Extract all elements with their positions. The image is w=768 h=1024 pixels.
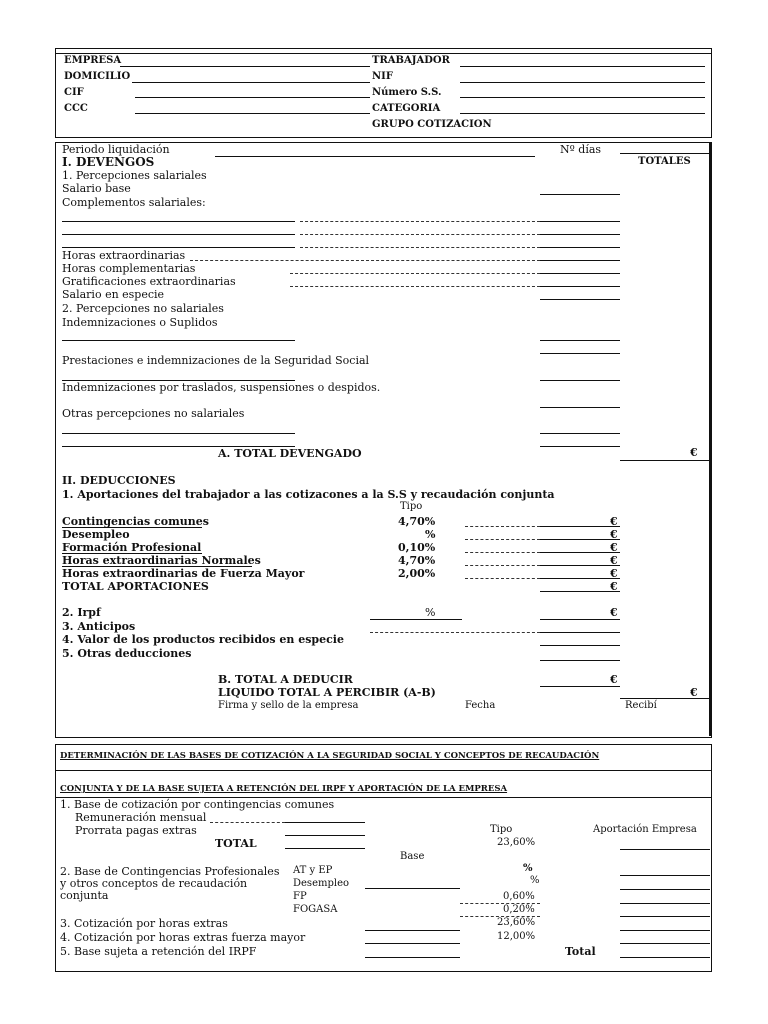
otras-percepciones: Otras percepciones no salariales [62, 407, 245, 420]
concepto-label: FOGASA [293, 904, 338, 915]
horas-fuerza-label: 4. Cotización por horas extras fuerza mayor [60, 931, 306, 944]
indemnizaciones-traslados: Indemnizaciones por traslados, suspensiones o despidos. [62, 381, 381, 394]
total-deducir-euro: € [610, 673, 618, 686]
irpf-label: 2. Irpf [62, 606, 101, 619]
aportacion-label: Horas extraordinarias de Fuerza Mayor [62, 567, 305, 580]
concepto-rate: % [523, 863, 533, 874]
aportacion-rate: 2,00% [398, 567, 436, 580]
total-devengado-euro: € [690, 446, 698, 459]
concepto-label: Desempleo [293, 878, 350, 889]
periodo-label: Periodo liquidación [62, 143, 170, 156]
bases-title-1: DETERMINACIÓN DE LAS BASES DE COTIZACIÓN A LA SEGURIDAD SOCIAL Y CONCEPTOS DE RECAUDACIÓN [60, 751, 600, 761]
aportacion-empresa-label: Aportación Empresa [593, 824, 697, 835]
anticipos-label: 3. Anticipos [62, 620, 136, 633]
bases-title-2: CONJUNTA Y DE LA BASE SUJETA A RETENCIÓN DEL IRPF Y APORTACIÓN DE LA EMPRESA [60, 784, 508, 794]
concepto-rate: 0,20% [503, 904, 535, 915]
total-aportaciones-euro: € [610, 580, 618, 593]
aportacion-label: Desempleo [62, 528, 130, 541]
horas-complementarias: Horas complementarias [62, 262, 196, 275]
trabajador-label: TRABAJADOR [372, 55, 450, 66]
deducciones-title: II. DEDUCCIONES [62, 474, 176, 487]
devengos-title: I. DEVENGOS [62, 155, 155, 169]
aportaciones-title: 1. Aportaciones del trabajador a las cotizacones a la S.S y recaudación conjunta [62, 488, 555, 501]
recibi-label: Recibí [625, 700, 657, 711]
irpf-euro: € [610, 606, 618, 619]
cif-label: CIF [64, 87, 84, 98]
firma-label: Firma y sello de la empresa [218, 700, 359, 711]
indemnizaciones-suplidos: Indemnizaciones o Suplidos [62, 316, 218, 329]
total-bases-label: TOTAL [215, 837, 257, 850]
irpf-rate: % [425, 606, 436, 619]
categoria-label: CATEGORIA [372, 103, 441, 114]
aportacion-euro: € [610, 554, 618, 567]
aportacion-euro: € [610, 541, 618, 554]
tipo-label: Tipo [400, 501, 423, 512]
prorrata-label: Prorrata pagas extras [75, 824, 197, 837]
aportacion-rate: % [425, 528, 436, 541]
grupo-cotizacion-label: GRUPO COTIZACION [372, 119, 492, 130]
horas-extras-rate: 23,60% [497, 917, 536, 928]
base-cp-label-2: y otros conceptos de recaudación [60, 877, 248, 890]
base-cc-label: 1. Base de cotización por contingencias comunes [60, 798, 335, 811]
ccc-label: CCC [64, 103, 88, 114]
total-final-label: Total [565, 945, 596, 958]
gratificaciones: Gratificaciones extraordinarias [62, 275, 236, 288]
domicilio-label: DOMICILIO [64, 71, 131, 82]
aportacion-rate: 4,70% [398, 515, 436, 528]
empresa-label: EMPRESA [64, 55, 122, 66]
aportacion-label: Contingencias comunes [62, 515, 209, 528]
aportacion-euro: € [610, 515, 618, 528]
tipo-bases-label: Tipo [490, 824, 513, 835]
salario-especie: Salario en especie [62, 288, 165, 301]
total-aportaciones: TOTAL APORTACIONES [62, 580, 209, 593]
totales-label: TOTALES [638, 156, 691, 167]
base-cp-label-1: 2. Base de Contingencias Profesionales [60, 865, 280, 878]
horas-fuerza-rate: 12,00% [497, 931, 536, 942]
aportacion-label: Horas extraordinarias Normales [62, 554, 261, 567]
aportacion-euro: € [610, 567, 618, 580]
base-irpf-label: 5. Base sujeta a retención del IRPF [60, 945, 257, 958]
base-cp-label-3: conjunta [60, 889, 109, 902]
horas-extra: Horas extraordinarias [62, 249, 186, 262]
concepto-label: AT y EP [293, 865, 333, 876]
aportacion-rate: 0,10% [398, 541, 436, 554]
concepto-rate: 0,60% [503, 891, 535, 902]
fecha-label: Fecha [465, 700, 496, 711]
valor-especie-label: 4. Valor de los productos recibidos en especie [62, 633, 344, 646]
total-deducir: B. TOTAL A DEDUCIR [218, 673, 353, 686]
concepto-rate: % [530, 875, 540, 886]
percepciones-salariales: 1. Percepciones salariales [62, 169, 207, 182]
otras-deducciones-label: 5. Otras deducciones [62, 647, 192, 660]
numero-ss-label: Número S.S. [372, 87, 442, 98]
concepto-label: FP [293, 891, 307, 902]
nif-label: NIF [372, 71, 393, 82]
aportacion-rate: 4,70% [398, 554, 436, 567]
salario-base: Salario base [62, 182, 131, 195]
percepciones-no-salariales: 2. Percepciones no salariales [62, 302, 224, 315]
aportacion-euro: € [610, 528, 618, 541]
cc-rate: 23,60% [497, 837, 536, 848]
remuneracion-label: Remuneración mensual [75, 811, 207, 824]
n-dias-label: Nº días [560, 143, 602, 156]
horas-extras-label: 3. Cotización por horas extras [60, 917, 228, 930]
base-header: Base [400, 851, 425, 862]
liquido-euro: € [690, 686, 698, 699]
liquido-total: LIQUIDO TOTAL A PERCIBIR (A-B) [218, 686, 436, 699]
complementos: Complementos salariales: [62, 196, 206, 209]
prestaciones: Prestaciones e indemnizaciones de la Seguridad Social [62, 354, 370, 367]
aportacion-label: Formación Profesional [62, 541, 202, 554]
total-devengado: A. TOTAL DEVENGADO [218, 447, 362, 460]
